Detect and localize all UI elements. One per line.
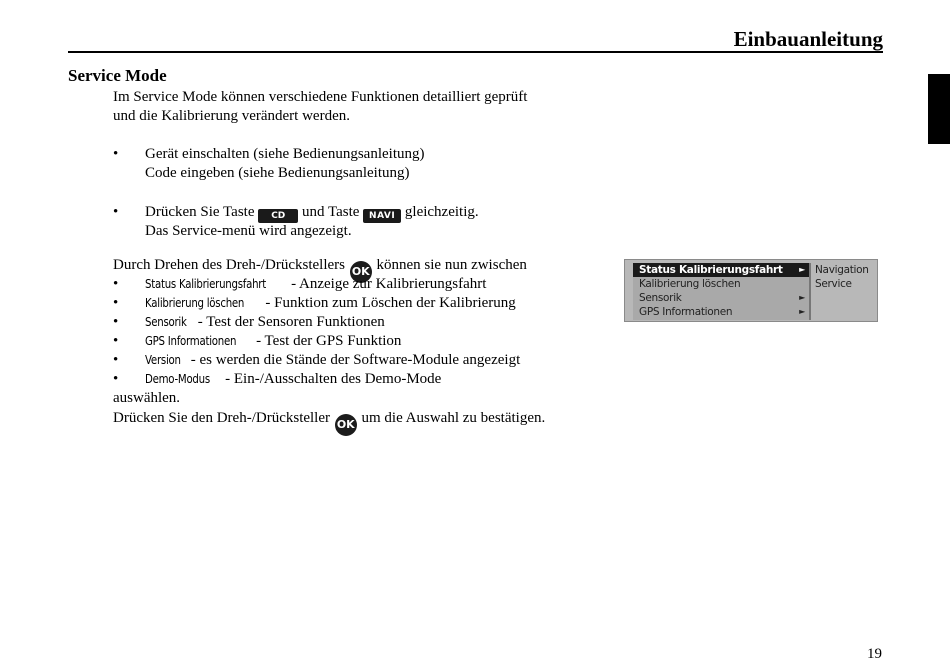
term-description: - Funktion zum Löschen der Kalibrierung — [261, 295, 516, 311]
list-item — [145, 313, 385, 332]
submenu-arrow-icon: ► — [799, 265, 805, 274]
intro-line-1: Im Service Mode können verschiedene Funktionen detailliert geprüft — [113, 89, 528, 105]
menu-row-kalibrierung-loeschen — [633, 277, 809, 291]
term-description: - es werden die Stände der Software-Module angezeigt — [187, 352, 521, 368]
step-2-prefix: Drücken Sie Taste — [145, 204, 255, 220]
intro-line-2: und die Kalibrierung verändert werden. — [113, 108, 350, 124]
selection-intro-prefix: Durch Drehen des Dreh-/Drückstellers — [113, 257, 345, 273]
menu-term: Version — [145, 353, 181, 367]
cd-key-icon: CD — [258, 209, 298, 223]
confirm-suffix: um die Auswahl zu bestätigen. — [361, 410, 546, 426]
section-heading: Service Mode — [68, 66, 167, 85]
service-menu-display — [624, 259, 878, 322]
term-description: - Ein-/Ausschalten des Demo-Mode — [221, 371, 442, 387]
menu-term: Sensorik — [145, 315, 187, 329]
bullet-marker: • — [113, 295, 119, 311]
menu-row-label: GPS Informationen — [639, 306, 733, 318]
step-2-suffix: gleichzeitig. — [404, 204, 479, 220]
page-number: 19 — [867, 646, 882, 662]
step-2-middle: und Taste — [301, 204, 360, 220]
menu-row-gps-informationen — [633, 305, 809, 319]
bullet-marker: • — [113, 314, 119, 330]
submenu-arrow-icon: ► — [799, 293, 805, 302]
display-side-list — [815, 263, 869, 291]
ok-knob-icon: OK — [335, 414, 357, 436]
list-item — [145, 294, 516, 313]
confirm-prefix: Drücken Sie den Dreh-/Drücksteller — [113, 410, 331, 426]
step-2-line-2: Das Service-menü wird angezeigt. — [145, 223, 352, 239]
bullet-marker: • — [113, 371, 119, 387]
step-2-line-1 — [145, 203, 479, 223]
menu-term: Demo-Modus — [145, 372, 210, 386]
choose-text: auswählen. — [113, 390, 181, 406]
term-description: - Anzeige zur Kalibrierungsfahrt — [287, 276, 487, 292]
menu-row-status-kalibrierungsfahrt — [633, 263, 809, 277]
bullet-marker: • — [113, 333, 119, 349]
side-item-navigation: Navigation — [815, 264, 869, 276]
term-description: - Test der GPS Funktion — [252, 333, 402, 349]
confirm-instruction — [113, 409, 545, 436]
navi-key-icon: NAVI — [363, 209, 401, 223]
menu-row-label: Status Kalibrierungsfahrt — [639, 264, 783, 276]
bullet-marker: • — [113, 352, 119, 368]
list-item — [145, 332, 401, 351]
menu-row-label: Sensorik — [639, 292, 682, 304]
header-divider — [68, 51, 883, 53]
bullet-marker: • — [113, 276, 119, 292]
selection-intro-suffix: können sie nun zwischen — [376, 257, 527, 273]
bullet-marker: • — [113, 146, 119, 162]
submenu-arrow-icon: ► — [799, 307, 805, 316]
menu-term: Status Kalibrierungsfahrt — [145, 277, 266, 291]
bullet-marker: • — [113, 204, 119, 220]
term-description: - Test der Sensoren Funktionen — [194, 314, 385, 330]
step-1-line-1: Gerät einschalten (siehe Bedienungsanleitung) — [145, 146, 425, 162]
ok-knob-icon: OK — [350, 261, 372, 283]
menu-row-sensorik — [633, 291, 809, 305]
menu-term: Kalibrierung löschen — [145, 296, 245, 310]
chapter-tab-marker — [928, 74, 950, 144]
step-1-line-2: Code eingeben (siehe Bedienungsanleitung) — [145, 165, 410, 181]
menu-row-label: Kalibrierung löschen — [639, 278, 741, 290]
menu-term: GPS Informationen — [145, 334, 237, 348]
list-item — [145, 370, 441, 389]
list-item — [145, 351, 520, 370]
page-header-title: Einbauanleitung — [733, 27, 883, 51]
side-item-service: Service — [815, 278, 852, 290]
list-item — [145, 275, 486, 294]
service-menu-list — [633, 263, 811, 320]
